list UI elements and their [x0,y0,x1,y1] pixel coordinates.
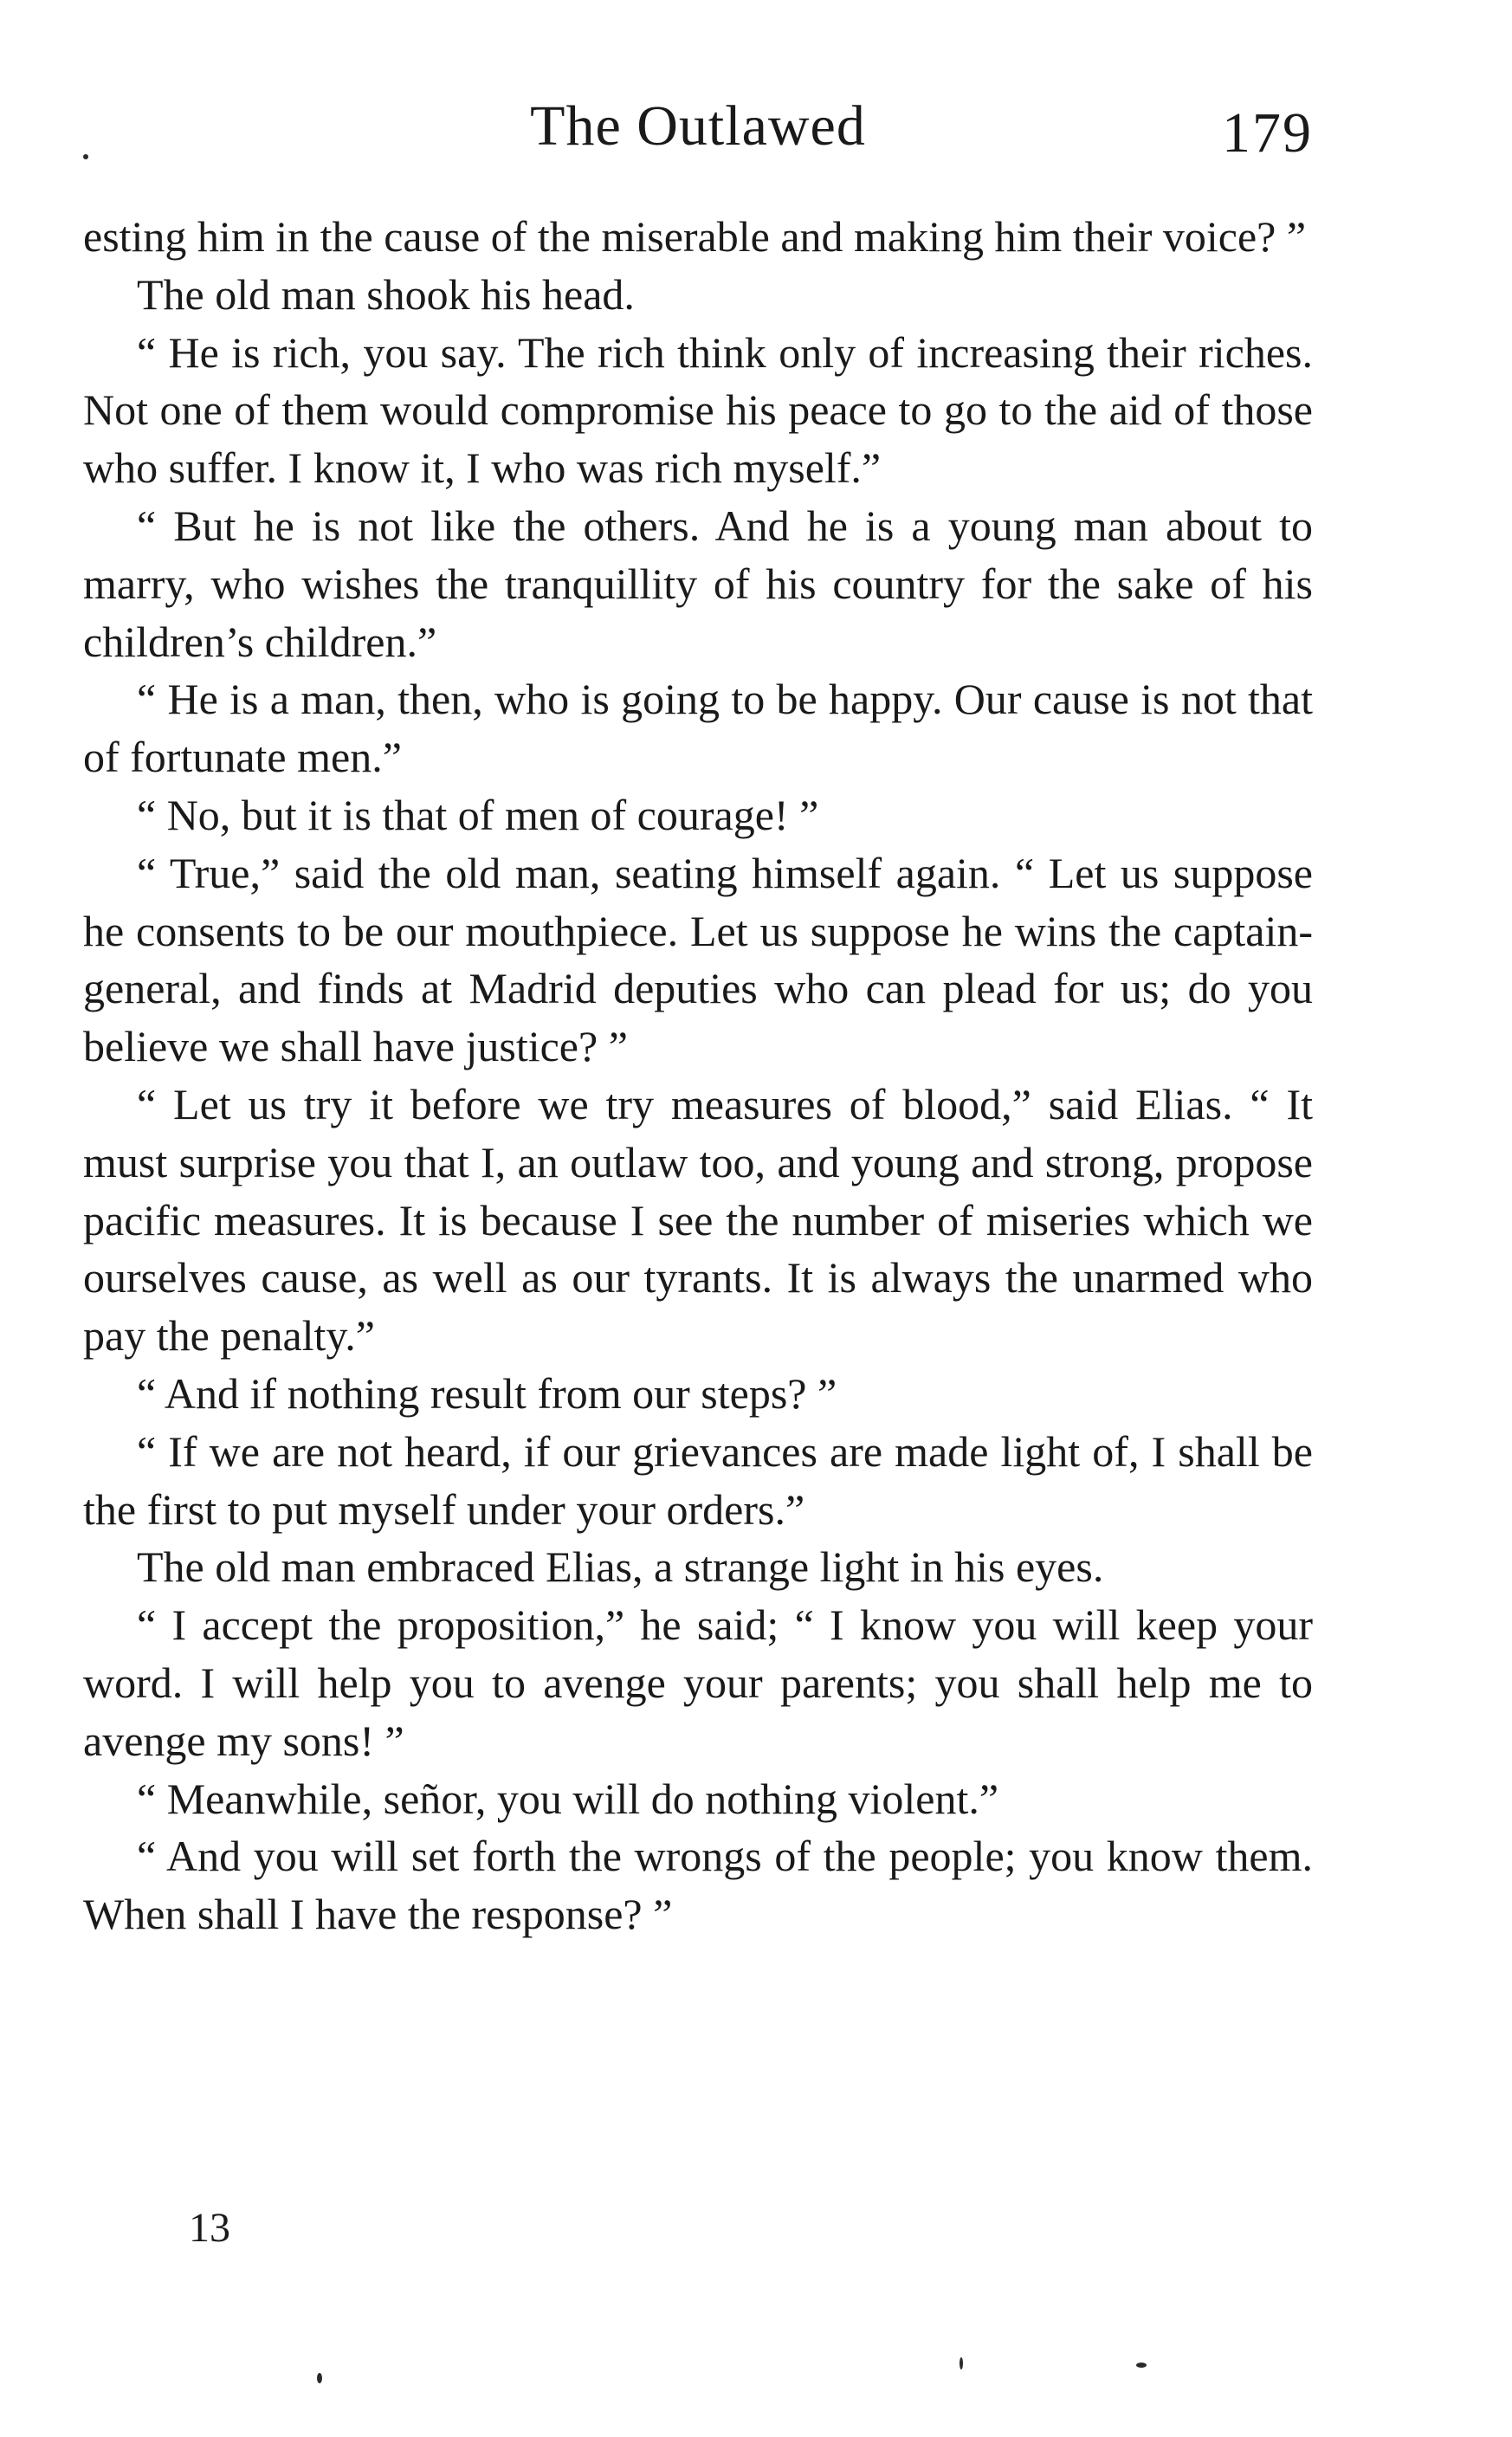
print-speck [1136,2363,1147,2368]
paragraph: “ And if nothing result from our steps? ” [137,1368,837,1418]
page-number: 179 [1222,101,1313,165]
print-speck [83,154,88,159]
running-title: The Outlawed [530,94,866,158]
paragraph: “ Meanwhile, señor, you will do nothing violent.” [137,1774,999,1823]
paragraph: “ No, but it is that of men of courage! ” [137,790,819,839]
paragraph: The old man embraced Elias, a strange light in his eyes. [137,1542,1104,1592]
paragraph: “ If we are not heard, if our grievances are made light of, I shall be the first to put myself under your orders.” [83,1426,1313,1534]
paragraph: The old man shook his head. [137,269,635,319]
paragraph: “ He is rich, you say. The rich think only of increasing their riches. Not one of them would compromise his peace to go to the aid of those who suffer. I know it, I who was rich myself.” [83,327,1313,493]
paragraph: “ I accept the proposition,” he said; “ I know you will keep your word. I will help you to avenge your parents; you shall help me to avenge my sons! ” [83,1600,1313,1765]
paragraph: “ But he is not like the others. And he is a young man about to marry, who wishes the tranquillity of his country for the sake of his children’s children.” [83,501,1313,666]
paragraph: “ Let us try it before we try measures of blood,” said Elias. “ It must surprise you that I, an outlaw too, and young and strong, propose pacific measures. It is because I see the number of miseries which we ourselves cause, as well as our tyrants. It is always the unarmed who pay the penalty.” [83,1079,1313,1361]
paragraph: “ True,” said the old man, seating himself again. “ Let us suppose he consents to be our mouthpiece. Let us suppose he wins the captain-general, and finds at Madrid deputies who can plead for us; do you believe we shall have justice? ” [83,848,1313,1071]
paragraph: “ And you will set forth the wrongs of the people; you know them. When shall I have the response? ” [83,1832,1313,1939]
paragraph: “ He is a man, then, who is going to be happy. Our cause is not that of fortunate men.” [83,675,1313,782]
signature-mark: 13 [189,2205,230,2251]
body-text [83,208,1313,1943]
paragraph: esting him in the cause of the miserable and making him their voice? ” [83,212,1307,261]
print-speck [960,2357,963,2369]
print-speck [317,2373,322,2383]
page-header [83,94,1313,163]
